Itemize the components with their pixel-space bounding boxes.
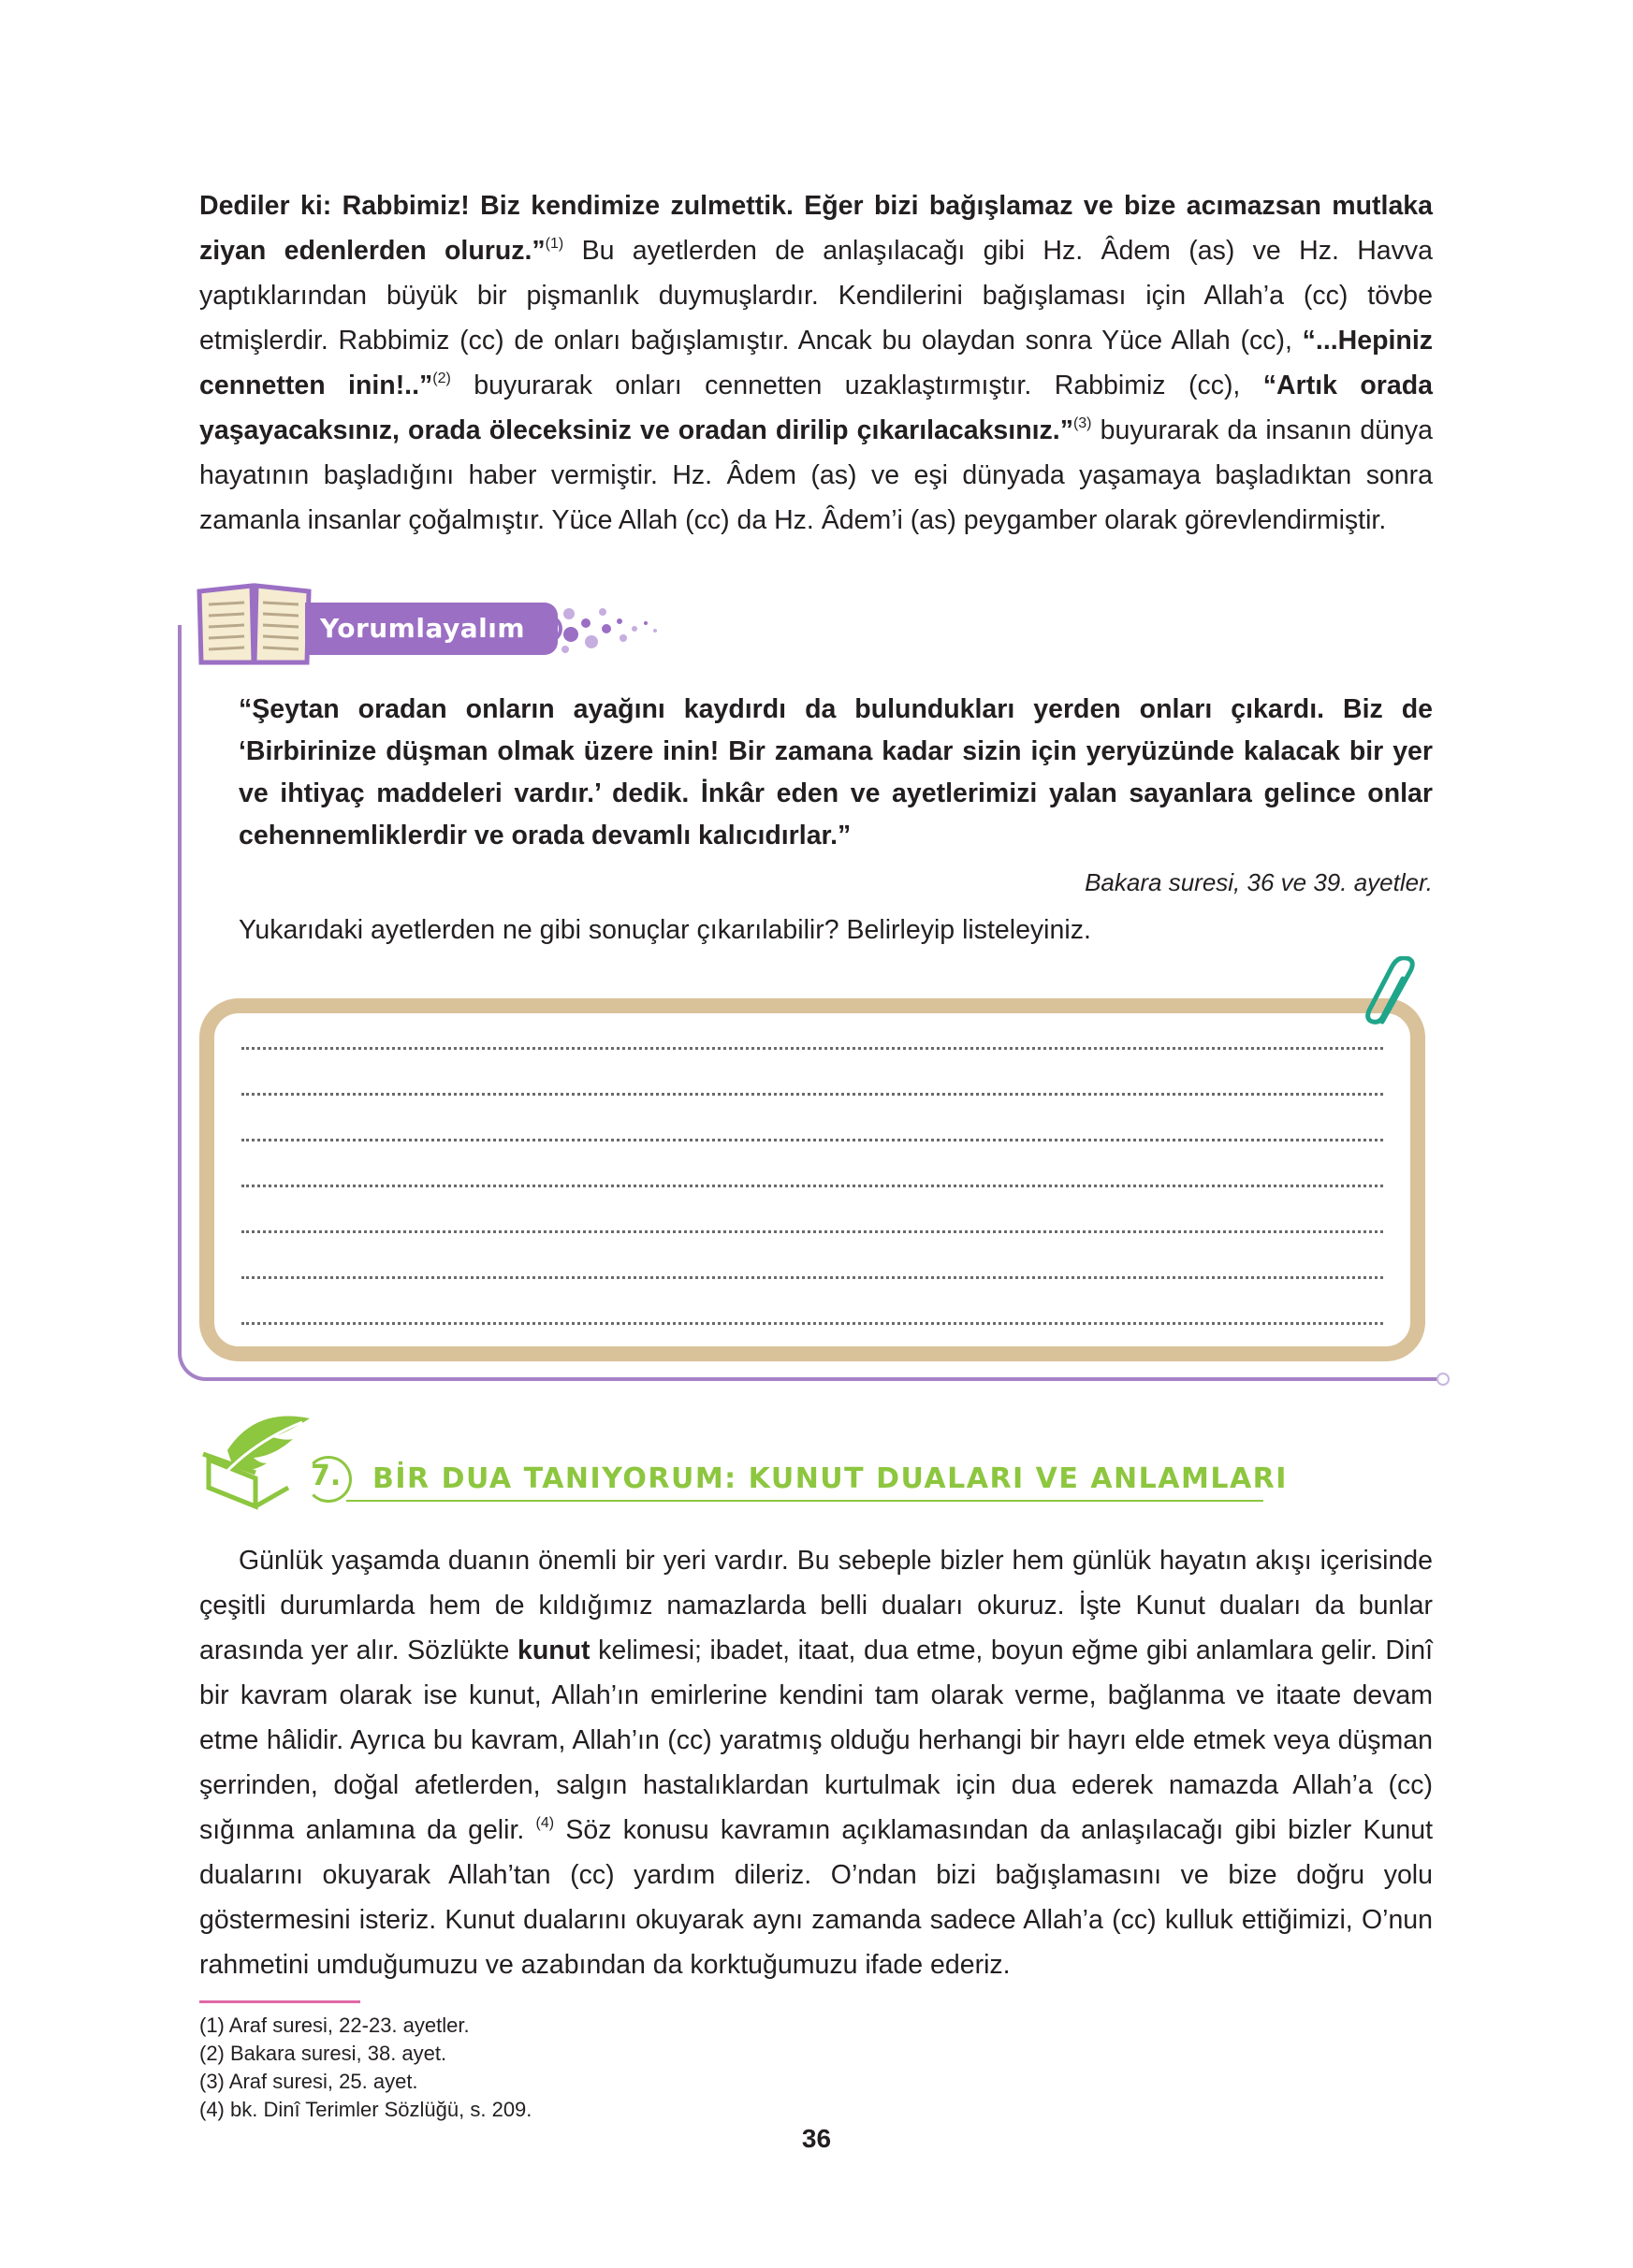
footnote-ref: (2): [432, 370, 451, 386]
footnote-ref: (3): [1072, 414, 1092, 431]
answer-line[interactable]: [241, 1320, 1383, 1325]
open-book-feather-icon: [199, 1413, 321, 1516]
answer-line[interactable]: [241, 1137, 1383, 1141]
bubbles-decoration: [533, 595, 664, 661]
activity-question: Yukarıdaki ayetlerden ne gibi sonuçlar çıkarılabilir? Belirleyip listeleyiniz.: [239, 915, 1091, 945]
verse-quote: “...Hepiniz cennetten inin!..”: [199, 326, 1433, 400]
verse-quote-block: “Şeytan oradan onların ayağını kaydırdı da bulundukları yerden onları çıkardı. Biz de ‘Birbirinize düşman olmak üzere inin! Bir zamana kadar sizin için yeryüzünde kalacak bir yer ve ihtiyaç maddeleri vardır.’ dedik. İnkâr eden ve ayetlerimizi yalan sayanlara gelince onlar cehennemliklerdir ve orada devamlı kalıcıdırlar.”: [239, 694, 1433, 850]
verse-quote: Dediler ki: Rabbimiz! Biz kendimize zulmettik. Eğer bizi bağışlamaz ve bize acımazsan mutlaka ziyan edenlerden oluruz.”: [199, 191, 1433, 266]
section-number: 7.: [311, 1460, 342, 1492]
footnote-ref: (1): [545, 235, 564, 252]
paperclip-icon: [1362, 956, 1427, 1031]
footnote-rule: [199, 2000, 360, 2003]
answer-line[interactable]: [241, 1228, 1383, 1233]
answer-line[interactable]: [241, 1045, 1383, 1050]
text-run: kelimesi; ibadet, itaat, dua etme, boyun eğme gibi anlamlara gelir. Dinî bir kavram olarak ise kunut, Allah’ın emirlerine kendini tam olarak verme, bağlanma ve itaate devam etme hâlidir. Ayrıca bu kavram, Allah’ın (cc) yaratmış olduğu herhangi bir hayrı elde etmek veya düşman şerrinden, doğal afetlerden, salgın hastalıklardan kurtulmak için dua ederek namazda Allah’a (cc) sığınma anlamına da gelir.: [199, 1636, 1434, 1845]
section-title: BİR DUA TANIYORUM: KUNUT DUALARI VE ANLAMLARI: [372, 1462, 1288, 1495]
footnote: (2) Bakara suresi, 38. ayet.: [199, 2042, 447, 2065]
footnote: (3) Araf suresi, 25. ayet.: [199, 2070, 418, 2093]
footnotes: [199, 2012, 532, 2124]
body-paragraph: [199, 1538, 1433, 1987]
text-run: buyurarak da insanın dünya hayatının başladığını haber vermiştir. Hz. Âdem (as) ve eşi dünyada yaşamaya başladıktan sonra zamanla insanlar çoğalmıştır. Yüce Allah (cc) da Hz. Âdem’i (as) peygamber olarak görevlendirmiştir.: [199, 415, 1433, 535]
text-run: Söz konusu kavramın açıklamasından da anlaşılacağı gibi bizler Kunut dualarını okuyarak Allah’tan (cc) yardım dileriz. O’ndan bizi bağışlamasını ve bize doğru yolu göstermesini isteriz. Kunut dualarını okuyarak aynı zamanda sadece Allah’a (cc) kulluk ettiğimizi, O’nun rahmetini umduğumuzu ve azabından da korktuğumuzu ifade ederiz.: [199, 1815, 1433, 1980]
quote-source: Bakara suresi, 36 ve 39. ayetler.: [1085, 868, 1433, 896]
key-term: kunut: [517, 1636, 591, 1665]
answer-line[interactable]: [241, 1183, 1383, 1187]
book-icon: [196, 582, 313, 666]
answer-box[interactable]: [199, 998, 1425, 1361]
text-run: buyurarak onları cennetten uzaklaştırmıştır. Rabbimiz (cc),: [450, 371, 1263, 400]
section-underline: [346, 1500, 1263, 1502]
text-run: Günlük yaşamda duanın önemli bir yeri vardır. Bu sebeple bizler hem günlük hayatın akışı içerisinde çeşitli durumlarda hem de kıldığımız namazlarda belli duaları okuruz. İşte Kunut duaları da bunlar arasında yer alır. Sözlükte: [199, 1546, 1433, 1665]
answer-line[interactable]: [241, 1274, 1383, 1279]
footnote: (4) bk. Dinî Terimler Sözlüğü, s. 209.: [199, 2098, 532, 2121]
yorumlayalim-label: Yorumlayalım: [305, 603, 558, 655]
verse-quote: “Artık orada yaşayacaksınız, orada öleceksiniz ve oradan dirilip çıkarılacaksınız.”: [199, 371, 1433, 445]
answer-line[interactable]: [241, 1091, 1383, 1096]
footnote: (1) Araf suresi, 22-23. ayetler.: [199, 2014, 470, 2037]
footnote-ref: (4): [535, 1814, 555, 1831]
intro-paragraph: [199, 183, 1433, 543]
frame-end-dot: [1436, 1373, 1450, 1386]
page-number: 36: [801, 2124, 832, 2153]
text-run: Bu ayetlerden de anlaşılacağı gibi Hz. Âdem (as) ve Hz. Havva yaptıklarından büyük bir pişmanlık duymuşlardır. Kendilerini bağışlaması için Allah’a (cc) tövbe etmişlerdir. Rabbimiz (cc) de onları bağışlamıştır. Ancak bu olaydan sonra Yüce Allah (cc),: [199, 236, 1433, 356]
